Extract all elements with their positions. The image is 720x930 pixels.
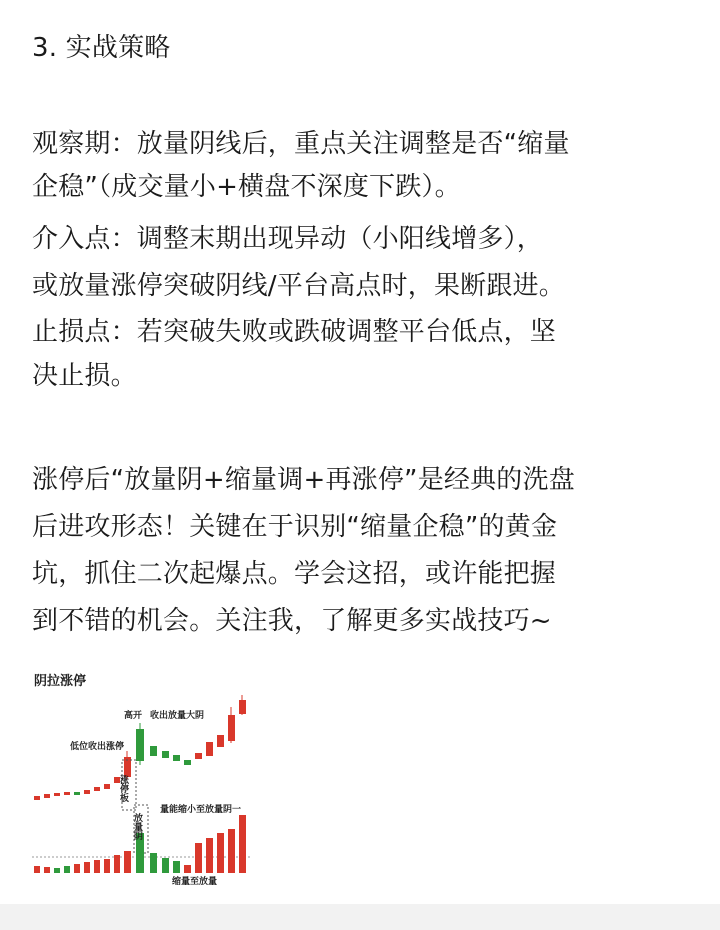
annotation-low-limit: 低位收出涨停 (70, 741, 125, 751)
volume-bar (114, 855, 120, 873)
candlestick-illustration (32, 665, 250, 885)
paragraph-line: 企稳”（成交量小+横盘不深度下跌）。 (32, 172, 461, 202)
candle (173, 755, 180, 761)
candle (54, 793, 60, 796)
volume-bar (217, 833, 224, 873)
bottom-divider (0, 904, 720, 930)
annotation-limit-board: 涨停板 (119, 775, 129, 802)
volume-bar (124, 851, 131, 873)
candle (74, 792, 80, 795)
paragraph-line: 止损点：若突破失败或跌破调整平台低点，坚 (32, 317, 557, 347)
paragraph-line: 坑，抓住二次起爆点。学会这招，或许能把握 (32, 559, 557, 589)
volume-bar (94, 860, 100, 873)
candle (206, 742, 213, 756)
volume-bar (84, 862, 90, 873)
candle (94, 787, 100, 791)
figure-title: 阴拉涨停 (34, 673, 87, 688)
volume-bar (150, 853, 157, 873)
candle (184, 760, 191, 765)
annotation-high-open: 高开 (124, 710, 143, 720)
paragraph-line: 观察期：放量阴线后，重点关注调整是否“缩量 (32, 129, 570, 159)
candle (217, 735, 224, 747)
volume-bar (173, 861, 180, 873)
candle (195, 753, 202, 759)
paragraph-line: 涨停后“放量阴+缩量调+再涨停”是经典的洗盘 (32, 465, 575, 495)
annotation-shrink-volume: 量能缩小至放量阴一 (160, 804, 242, 814)
candle (162, 751, 169, 758)
volume-bar (44, 867, 50, 873)
candle (64, 792, 70, 795)
candle (44, 794, 50, 798)
volume-bar (162, 858, 169, 873)
paragraph-line: 或放量涨停突破阴线/平台高点时，果断跟进。 (32, 271, 565, 301)
annotation-shrink-expand: 缩量至放量 (172, 876, 218, 885)
candle (84, 790, 90, 794)
candle (104, 784, 110, 789)
paragraph-line: 后进攻形态！关键在于识别“缩量企稳”的黄金 (32, 512, 558, 542)
candle (34, 796, 40, 800)
section-heading: 3. 实战策略 (32, 33, 171, 63)
volume-bar (64, 866, 70, 873)
volume-bar (206, 838, 213, 873)
volume-bar (239, 815, 246, 873)
candlestick-figure (32, 665, 250, 885)
paragraph-line: 介入点：调整末期出现异动（小阳线增多）， (32, 224, 544, 254)
paragraph-line: 到不错的机会。关注我，了解更多实战技巧~ (32, 606, 552, 636)
annotation-big-bearish: 收出放量大阴 (150, 710, 205, 720)
volume-bar (104, 859, 110, 873)
volume-bar (228, 829, 235, 873)
paragraph-line: 决止损。 (32, 361, 137, 391)
volume-bar (34, 866, 40, 873)
volume-bar (184, 865, 191, 873)
volume-bar (54, 868, 60, 873)
volume-bar (195, 843, 202, 873)
annotation-volume-bearish: 放量阴 (133, 813, 143, 840)
candle (150, 746, 157, 756)
volume-bar (74, 864, 80, 873)
